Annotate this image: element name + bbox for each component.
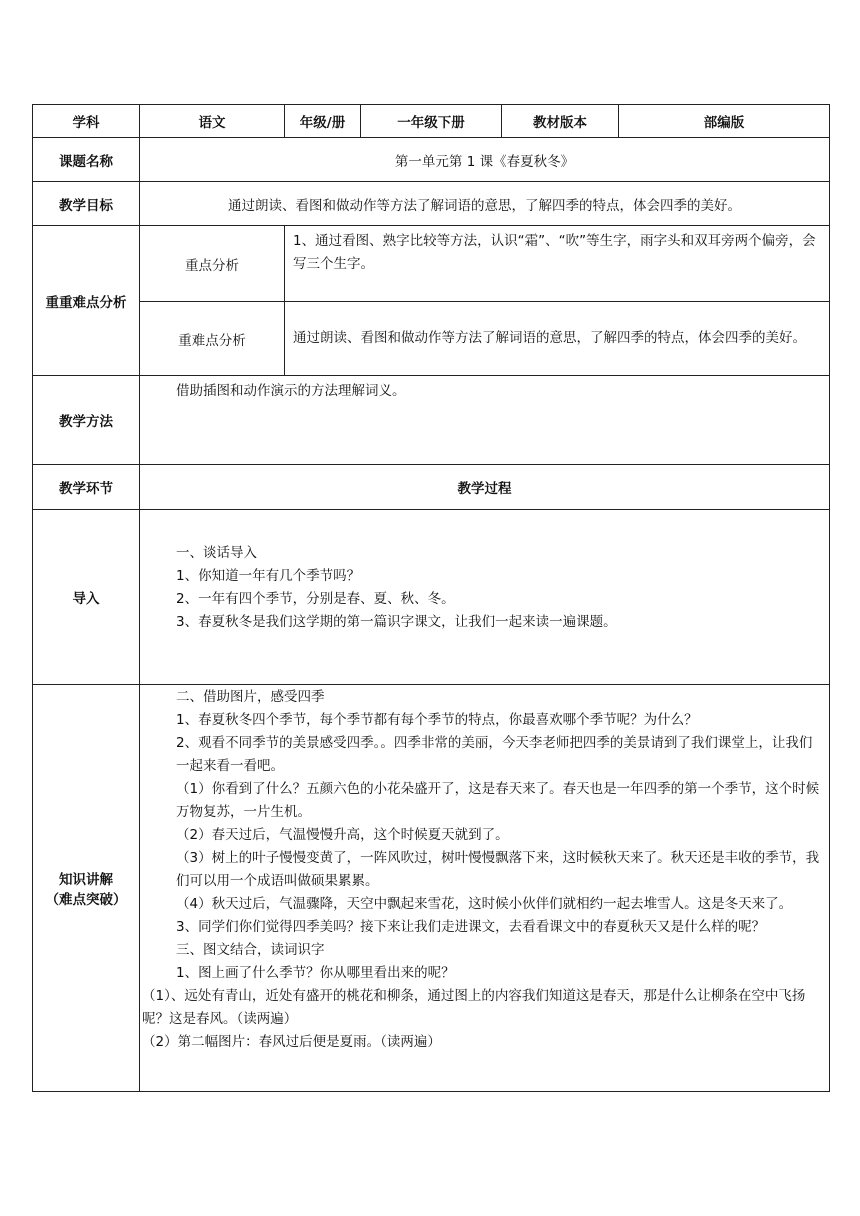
knowledge-sublabel: （难点突破） <box>45 892 127 908</box>
key-analysis-value: 1、通过看图、熟字比较等方法，认识“霜”、“吹”等生字，雨字头和双耳旁两个偏旁，会写三个生字。 <box>293 233 816 272</box>
analysis-label: 重重难点分析 <box>33 226 140 376</box>
section-heading: 二、借助图片，感受四季 <box>176 689 325 705</box>
knowledge-label-cell <box>33 685 140 1092</box>
process-label: 教学过程 <box>140 465 830 510</box>
key-analysis-label: 重点分析 <box>140 226 285 302</box>
subject-label: 学科 <box>33 105 140 138</box>
stage-row <box>33 465 830 510</box>
knowledge-row <box>33 685 830 1092</box>
knowledge-line: （3）树上的叶子慢慢变黄了，一阵风吹过，树叶慢慢飘落下来，这时候秋天来了。秋天还是丰收的季节，我们可以用一个成语叫做硕果累累。 <box>176 850 820 889</box>
lesson-name-value: 第一单元第 1 课《春夏秋冬》 <box>140 138 830 182</box>
intro-line: 1、你知道一年有几个季节吗？ <box>176 568 361 584</box>
edition-value: 部编版 <box>619 105 830 138</box>
knowledge-cell <box>140 685 830 1092</box>
intro-line: 2、一年有四个季节，分别是春、夏、秋、冬。 <box>176 591 455 607</box>
knowledge-line: （4）秋天过后，气温骤降，天空中飘起来雪花，这时候小伙伴们就相约一起去堆雪人。这是冬天来了。 <box>176 896 793 912</box>
intro-label: 导入 <box>33 510 140 685</box>
lesson-name-row <box>33 138 830 182</box>
knowledge-line: （2）春天过后，气温慢慢升高，这个时候夏天就到了。 <box>176 827 509 843</box>
difficult-analysis-row <box>33 302 830 376</box>
grade-label: 年级/册 <box>285 105 361 138</box>
key-analysis-row <box>33 226 830 302</box>
header-row <box>33 105 830 138</box>
grade-value: 一年级下册 <box>361 105 502 138</box>
difficult-analysis-label: 重难点分析 <box>140 302 285 376</box>
knowledge-line: （1）你看到了什么？五颜六色的小花朵盛开了，这是春天来了。春天也是一年四季的第一个季节，这个时候万物复苏，一片生机。 <box>176 781 820 820</box>
lesson-name-label: 课题名称 <box>33 138 140 182</box>
method-row <box>33 376 830 465</box>
knowledge-line: 3、同学们你们觉得四季美吗？接下来让我们走进课文，去看看课文中的春夏秋天又是什么样的呢？ <box>176 919 766 935</box>
method-label: 教学方法 <box>33 376 140 465</box>
subject-value: 语文 <box>140 105 285 138</box>
intro-row <box>33 510 830 685</box>
intro-line-heading: 一、谈话导入 <box>176 545 257 561</box>
knowledge-line: 2、观看不同季节的美景感受四季。。四季非常的美丽，今天李老师把四季的美景请到了我们课堂上，让我们一起来看一看吧。 <box>176 735 813 774</box>
knowledge-line: （2）第二幅图片：春风过后便是夏雨。（读两遍） <box>142 1034 441 1050</box>
section-heading: 三、图文结合，读词识字 <box>176 942 325 958</box>
stage-label: 教学环节 <box>33 465 140 510</box>
teaching-goal-value: 通过朗读、看图和做动作等方法了解词语的意思，了解四季的特点，体会四季的美好。 <box>140 182 830 226</box>
teaching-goal-row <box>33 182 830 226</box>
knowledge-line: （1）、远处有青山，近处有盛开的桃花和柳条，通过图上的内容我们知道这是春天，那是什么让柳条在空中飞扬呢？这是春风。（读两遍） <box>142 988 806 1027</box>
method-cell <box>140 376 830 465</box>
intro-cell <box>140 510 830 685</box>
lesson-plan-table-wrapper <box>32 104 829 1092</box>
difficult-analysis-cell <box>285 302 830 376</box>
knowledge-line: 1、春夏秋冬四个季节，每个季节都有每个季节的特点，你最喜欢哪个季节呢？为什么？ <box>176 712 698 728</box>
edition-label: 教材版本 <box>502 105 619 138</box>
key-analysis-cell <box>285 226 830 302</box>
knowledge-line: 1、图上画了什么季节？你从哪里看出来的呢？ <box>176 965 455 981</box>
knowledge-label: 知识讲解 <box>59 872 113 888</box>
intro-line: 3、春夏秋冬是我们这学期的第一篇识字课文，让我们一起来读一遍课题。 <box>176 614 617 630</box>
difficult-analysis-value: 通过朗读、看图和做动作等方法了解词语的意思，了解四季的特点，体会四季的美好。 <box>293 330 806 346</box>
lesson-plan-table <box>32 104 830 1092</box>
teaching-goal-label: 教学目标 <box>33 182 140 226</box>
method-value: 借助插图和动作演示的方法理解词义。 <box>176 383 406 399</box>
